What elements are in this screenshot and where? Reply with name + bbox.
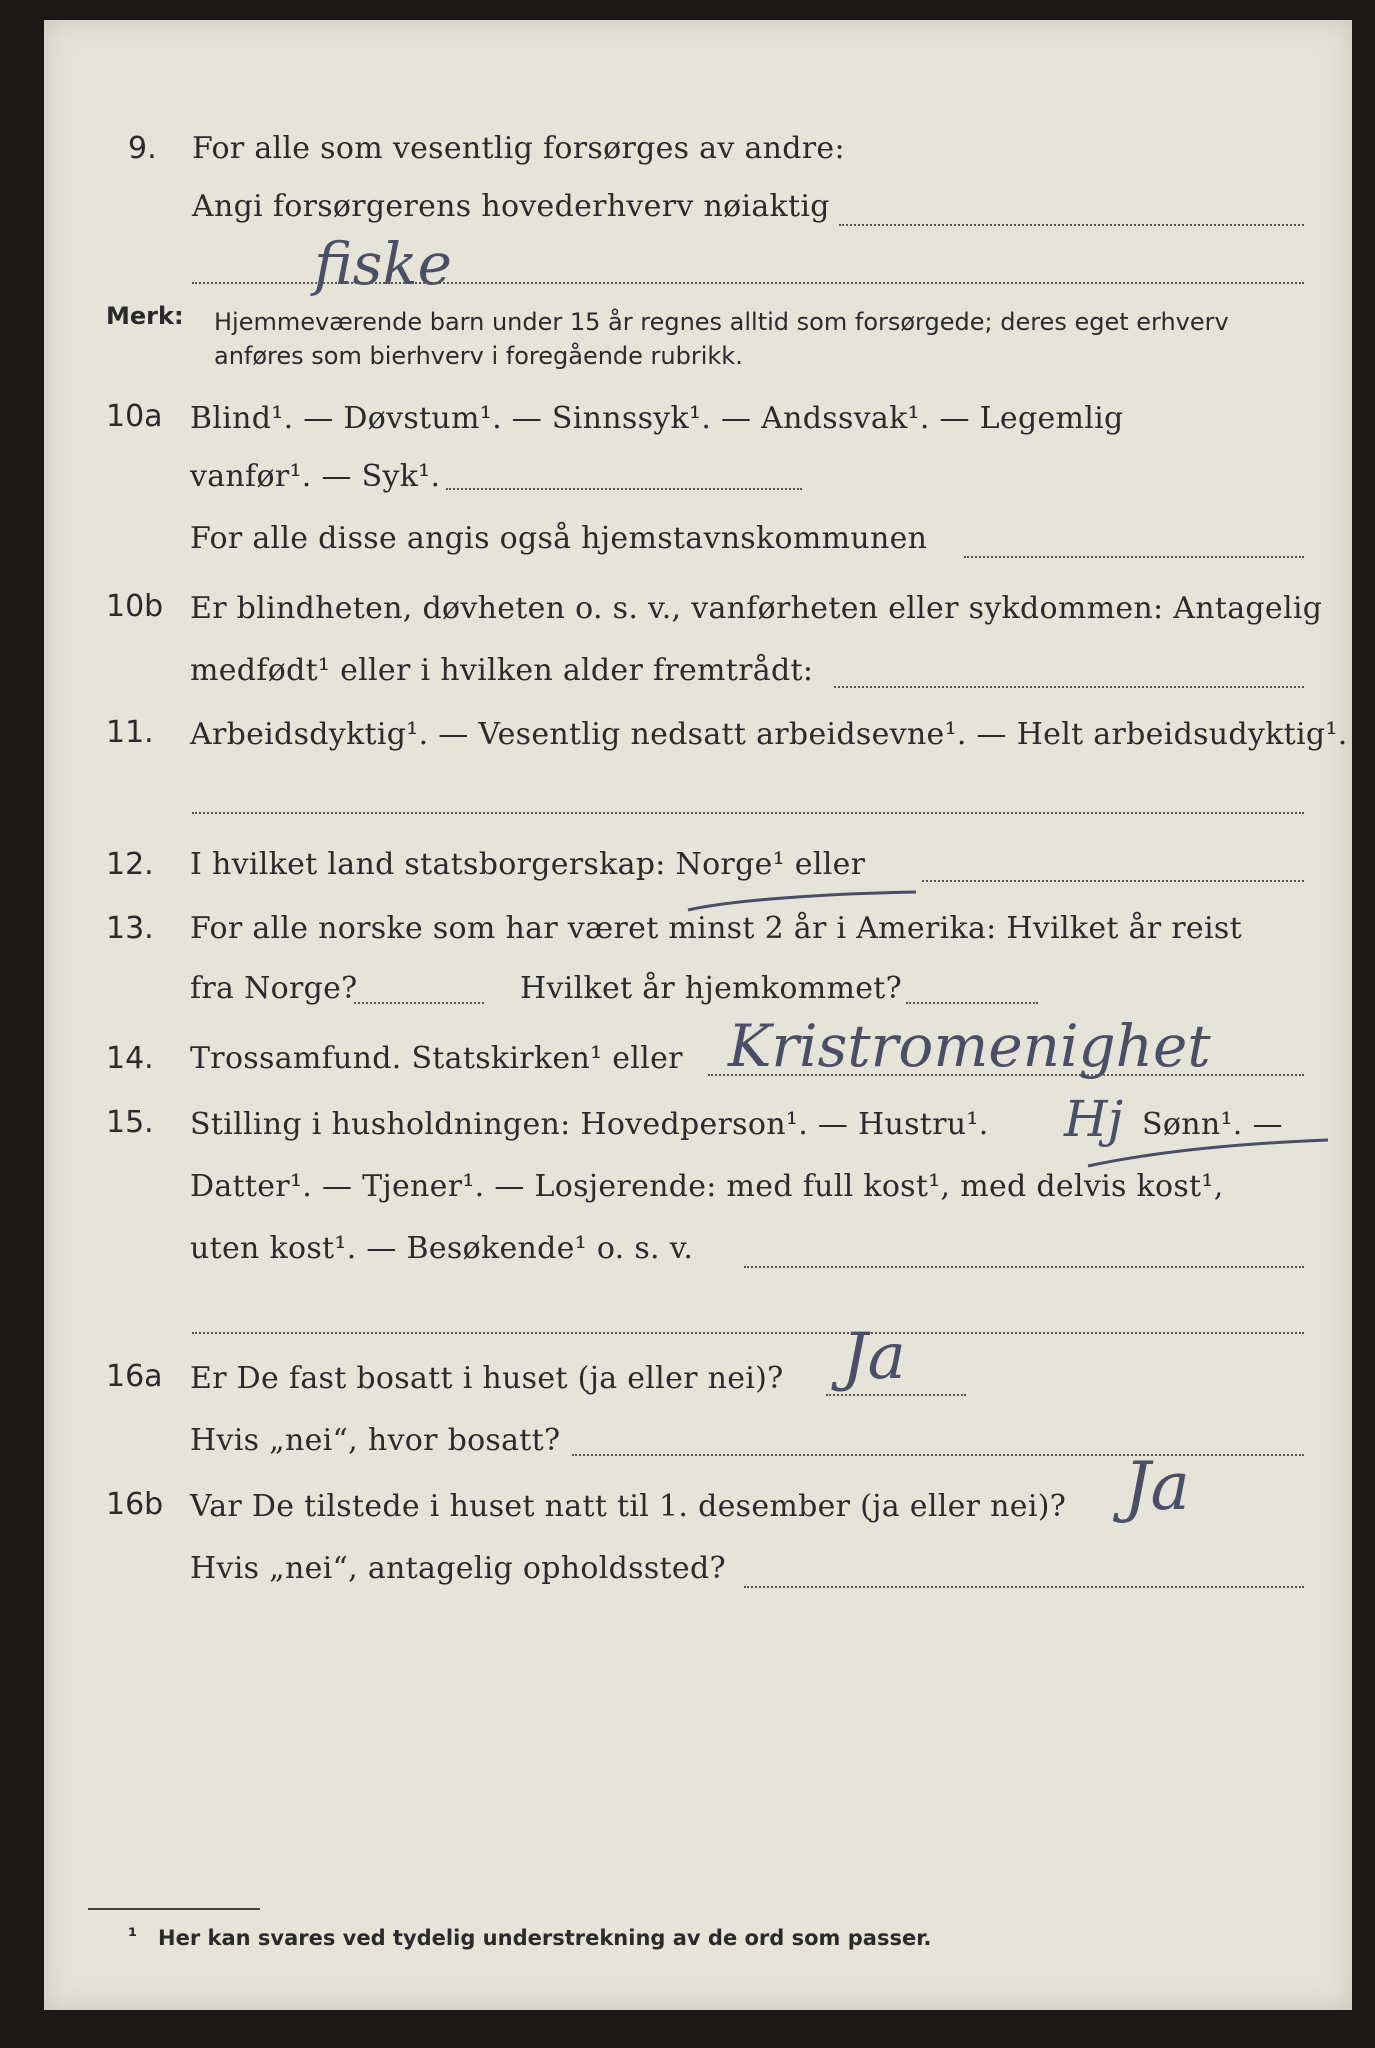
q15-answer-line bbox=[744, 1266, 1304, 1268]
q16b-line-2: Hvis „nei“, antagelig opholdssted? bbox=[190, 1551, 726, 1586]
q16a-line-1: Er De fast bosatt i huset (ja eller nei)? bbox=[190, 1361, 784, 1396]
q10a-answer-line bbox=[446, 488, 802, 490]
q16b-handwritten-answer: Ja bbox=[1124, 1448, 1190, 1525]
q9-question: For alle som vesentlig forsørges av andre: bbox=[192, 131, 845, 166]
q9-number: 9. bbox=[128, 131, 157, 166]
q10a-line-2: vanfør¹. — Syk¹. bbox=[190, 459, 441, 494]
q10a-line-3: For alle disse angis også hjemstavnskommunen bbox=[190, 521, 928, 556]
q9-answer-line bbox=[839, 224, 1304, 226]
q16b-number: 16b bbox=[106, 1487, 164, 1522]
q16a-line-2: Hvis „nei“, hvor bosatt? bbox=[190, 1423, 561, 1458]
footnote-separator bbox=[88, 1908, 260, 1910]
q10b-answer-line bbox=[834, 686, 1304, 688]
q15-line-1: Stilling i husholdningen: Hovedperson¹. — Hustru¹. bbox=[190, 1107, 989, 1142]
q11-line-1: Arbeidsdyktig¹. — Vesentlig nedsatt arbeidsevne¹. — Helt arbeidsudyktig¹. bbox=[190, 717, 1348, 752]
q14-line-1: Trossamfund. Statskirken¹ eller bbox=[190, 1041, 683, 1076]
q12-line-1: I hvilket land statsborgerskap: Norge¹ eller bbox=[190, 847, 866, 882]
q10a-number: 10a bbox=[106, 399, 163, 434]
q15-number: 15. bbox=[106, 1105, 154, 1140]
merk-line-2: anføres som bierhverv i foregående rubrikk. bbox=[214, 342, 743, 370]
q9-handwritten-answer: fiske bbox=[314, 230, 452, 298]
merk-label: Merk: bbox=[106, 302, 184, 330]
q10b-line-2: medfødt¹ eller i hvilken alder fremtrådt: bbox=[190, 653, 814, 688]
q14-number: 14. bbox=[106, 1041, 154, 1076]
footnote-text: Her kan svares ved tydelig understrekning av de ord som passer. bbox=[158, 1926, 932, 1950]
q12-number: 12. bbox=[106, 847, 154, 882]
q16a-residence-line bbox=[572, 1454, 1304, 1456]
q9-provider-occupation-label: Angi forsørgerens hovederhverv nøiaktig bbox=[192, 189, 830, 224]
q16a-handwritten-answer: Ja bbox=[842, 1320, 906, 1394]
q15-line-1b: Sønn¹. — bbox=[1142, 1107, 1283, 1142]
q16b-location-line bbox=[744, 1586, 1304, 1588]
q11-answer-line bbox=[192, 812, 1304, 814]
q12-answer-line bbox=[922, 880, 1304, 882]
q14-handwritten-answer: Kristromenighet bbox=[728, 1012, 1211, 1080]
q13-line-2b: Hvilket år hjemkommet? bbox=[520, 971, 903, 1006]
merk-line-1: Hjemmeværende barn under 15 år regnes alltid som forsørgede; deres eget erhverv bbox=[214, 308, 1229, 336]
q16a-answer-line bbox=[826, 1394, 966, 1396]
q15-line-3: uten kost¹. — Besøkende¹ o. s. v. bbox=[190, 1231, 694, 1266]
q13-departure-year-line bbox=[354, 1002, 484, 1004]
q15-answer-line-2 bbox=[192, 1332, 1304, 1334]
q16a-number: 16a bbox=[106, 1359, 163, 1394]
q11-number: 11. bbox=[106, 715, 154, 750]
q10b-line-1: Er blindheten, døvheten o. s. v., vanførheten eller sykdommen: Antagelig bbox=[190, 591, 1323, 626]
q10b-number: 10b bbox=[106, 589, 164, 624]
q10a-line-1: Blind¹. — Døvstum¹. — Sinnssyk¹. — Andssvak¹. — Legemlig bbox=[190, 401, 1124, 436]
census-form-page bbox=[44, 20, 1352, 2010]
q13-line-1: For alle norske som har været minst 2 år i Amerika: Hvilket år reist bbox=[190, 911, 1242, 946]
q15-line-2: Datter¹. — Tjener¹. — Losjerende: med full kost¹, med delvis kost¹, bbox=[190, 1169, 1224, 1204]
q13-number: 13. bbox=[106, 911, 154, 946]
q9-answer-line-2 bbox=[192, 282, 1304, 284]
footnote-mark: ¹ bbox=[128, 1924, 138, 1948]
q16b-line-1: Var De tilstede i huset natt til 1. desember (ja eller nei)? bbox=[190, 1489, 1067, 1524]
q13-return-year-line bbox=[906, 1002, 1038, 1004]
q10a-municipality-line bbox=[964, 556, 1304, 558]
q13-line-2a: fra Norge? bbox=[190, 971, 358, 1006]
q15-handwritten-mark: Hj bbox=[1064, 1090, 1124, 1148]
